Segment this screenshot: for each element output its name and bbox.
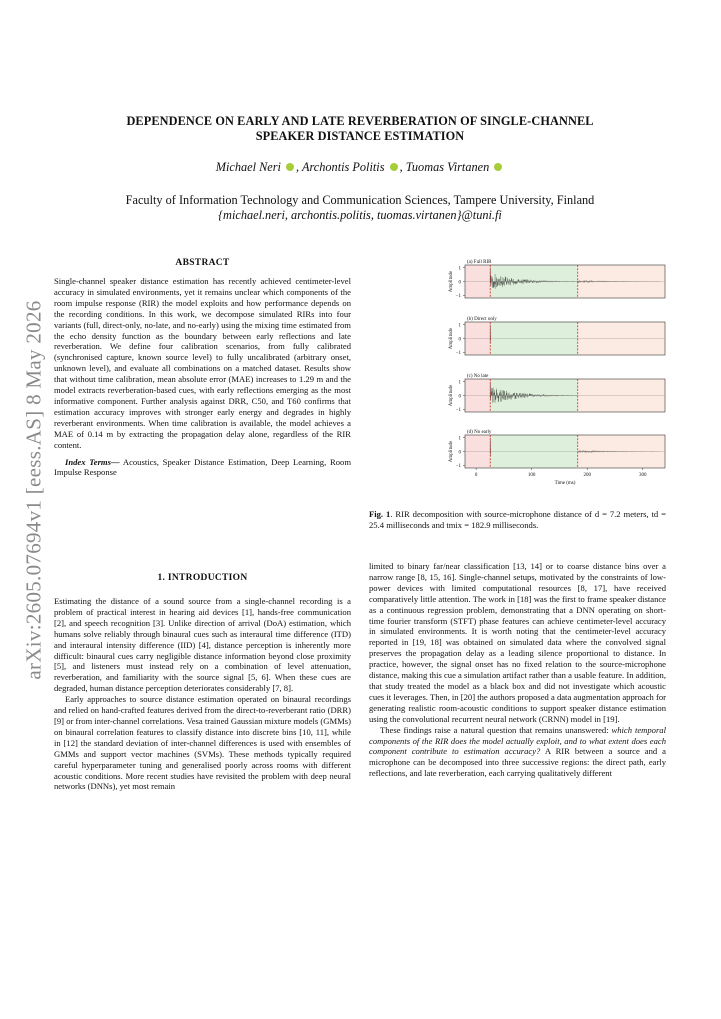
index-terms (54, 457, 351, 479)
y-tick-label: −1 (455, 294, 461, 300)
affiliation-line: Faculty of Information Technology and Communication Sciences, Tampere University, Finland (125, 193, 595, 207)
intro-paragraph-4 (369, 725, 666, 780)
y-tick-label: 1 (458, 266, 461, 272)
y-tick-label: 1 (458, 380, 461, 386)
intro-p4-start: These findings raise a natural question that remains unanswered: (380, 724, 612, 735)
intro-paragraph-2: Early approaches to source distance estimation operated on binaural recordings and relied on hand-crafted features derived from the direct-to-reverberant ratio (DRR) [9] or from inter-channel correlations. Vesa trained Gaussian mixture models (GMMs) on binaural correlation features to classify distance into discrete bins [10, 11], while in [12] the standard deviation of inter-channel differences is used with ensembles of GMMs and support vector machines (SVMs). These methods typically required careful hyperparameter tuning and generalised poorly across rooms with different acoustic conditions. More recent studies have revisited the problem with deep neural networks (DNNs), yet most remain (54, 694, 351, 792)
panel-label: (d) No early (467, 430, 492, 435)
orcid-icon[interactable] (286, 163, 294, 171)
author-emails: {michael.neri, archontis.politis, tuomas.virtanen}@tuni.fi (218, 208, 502, 222)
abstract-text: Single-channel speaker distance estimation has recently achieved centimeter-level accuracy in simulated environments, yet it remains unclear which components of the room impulse response (RIR) the model exploits and how performance depends on the recording conditions. In this work, we decompose simulated RIRs into four variants (full, direct-only, no-late, and no-early) using the mixing time estimated from the echo density function as the boundary between early reflections and late reverberation. We define four calibration scenarios, from fully calibrated (synchronised capture, known source level) to fully uncalibrated (arbitrary onset, unknown level), and evaluate all combinations on a matched dataset. Results show that without time calibration, mean absolute error (MAE) increases to 1.29 m and the model extracts reverberation-based cues, with early reflections emerging as the most informative component. Further analysis against DRR, C50, and T60 confirms that estimation accuracy improves with stronger early energy and degrades in highly reverberant environments. When time calibration is available, the model achieves a MAE of 0.14 m by extracting the propagation delay alone, regardless of the RIR content. (54, 276, 351, 450)
panel-label: (c) No late (467, 374, 489, 379)
y-tick-label: −1 (455, 464, 461, 470)
title-line-2: SPEAKER DISTANCE ESTIMATION (255, 129, 465, 143)
y-tick-label: 0 (458, 394, 461, 400)
introduction-section (54, 573, 351, 792)
abstract-section (54, 258, 351, 478)
y-axis-label: Amplitude (449, 384, 454, 407)
caption-text: . RIR decomposition with source-microphone distance of d = 7.2 meters, td = 25.4 milliseconds and tmix = 182.9 milliseconds. (369, 509, 666, 530)
introduction-continued (369, 561, 666, 779)
author-1: Michael Neri (215, 160, 281, 174)
orcid-icon[interactable] (494, 163, 502, 171)
arxiv-sidebar (14, 290, 54, 690)
arxiv-id: arXiv:2605.07694v1 [eess.AS] 8 May 2026 (21, 300, 46, 680)
x-tick-label: 300 (639, 473, 647, 478)
intro-p4-question: which temporal components of the RIR does the model actually exploit, and to what extent does each component contribute to estimation accuracy? (369, 724, 666, 757)
affiliation (50, 193, 670, 223)
index-terms-label: Index Terms— (65, 456, 120, 467)
y-axis-label: Amplitude (449, 270, 454, 293)
caption-label: Fig. 1 (369, 509, 391, 519)
x-tick-label: 0 (474, 473, 478, 478)
x-tick-label: 200 (583, 473, 591, 478)
intro-paragraph-1: Estimating the distance of a sound source from a single-channel recording is a problem of practical interest in hearing aid devices [1], hands-free communication [2], and speech recognition [3]. Unlike direction of arrival (DoA) estimation, which humans solve reliably through binaural cues such as interaural time difference (ITD) and interaural intensity difference (IID) [4], distance perception is inherently more difficult: binaural cues carry negligible distance information beyond close proximity [5], and listeners must instead rely on a combination of level attenuation, reverberation, and familiarity with the source signal [5, 6]. When these cues are degraded, human distance perception deteriorates considerably [7, 8]. (54, 596, 351, 694)
x-axis-label: Time (ms) (554, 481, 576, 486)
y-tick-label: 0 (458, 280, 461, 286)
y-tick-label: 1 (458, 323, 461, 329)
rir-decomposition-chart (369, 256, 669, 496)
introduction-heading: 1. INTRODUCTION (157, 573, 248, 583)
author-list: Michael Neri , Archontis Politis , Tuomas Virtanen (60, 160, 660, 175)
author-2: Archontis Politis (301, 160, 385, 174)
y-tick-label: 1 (458, 436, 461, 442)
y-tick-label: −1 (455, 408, 461, 414)
panel-label: (a) Full RIR (467, 260, 492, 265)
y-tick-label: 0 (458, 450, 461, 456)
paper-title (60, 114, 660, 144)
title-line-1: DEPENDENCE ON EARLY AND LATE REVERBERATION OF SINGLE-CHANNEL (126, 114, 594, 128)
index-terms-text: Acoustics, Speaker Distance Estimation, Deep Learning, Room Impulse Response (54, 456, 352, 478)
intro-p4-end: A RIR between a source and a microphone can be decomposed into three successive regions: the direct path, early reflections, and late reverberation, each carrying qualitatively different (369, 746, 666, 779)
x-tick-label: 100 (527, 473, 536, 478)
intro-paragraph-3: limited to binary far/near classification [13, 14] or to coarse distance bins over a narrow range [8, 15, 16]. Single-channel setups, motivated by the constraints of low-power devices with limited computational resources [8, 17], have received comparatively little attention. The work in [18] was the first to frame speaker distance as a continuous regression problem, demonstrating that a DNN operating on short-time fourier transform (STFT) phase features can achieve centimeter-level accuracy in simulated environments. It is worth noting that the centimeter-level accuracy reported in [19, 18] was obtained on simulated data where the convolved signal preserves the propagation delay as a leading silence proportional to distance. In practice, however, the signal onset has no fixed relation to the source-microphone distance, making this cue a simulation artifact rather than a usable feature. In addition, that study treated the model as a black box and did not investigate which acoustic cues it leverages. Then, in [20] the authors proposed a data augmentation approach for generating realistic room-acoustic conditions to support speaker distance estimation using the convolutional recurrent neural network (CRNN) model in [19]. (369, 561, 666, 724)
figure-caption (369, 509, 666, 531)
y-tick-label: −1 (455, 351, 461, 357)
y-axis-label: Amplitude (449, 327, 454, 350)
panel-label: (b) Direct only (467, 317, 497, 322)
author-3: Tuomas Virtanen (405, 160, 490, 174)
abstract-heading: ABSTRACT (175, 258, 230, 268)
y-tick-label: 0 (458, 337, 461, 343)
y-axis-label: Amplitude (449, 440, 454, 463)
figure-1 (369, 256, 669, 496)
orcid-icon[interactable] (390, 163, 398, 171)
